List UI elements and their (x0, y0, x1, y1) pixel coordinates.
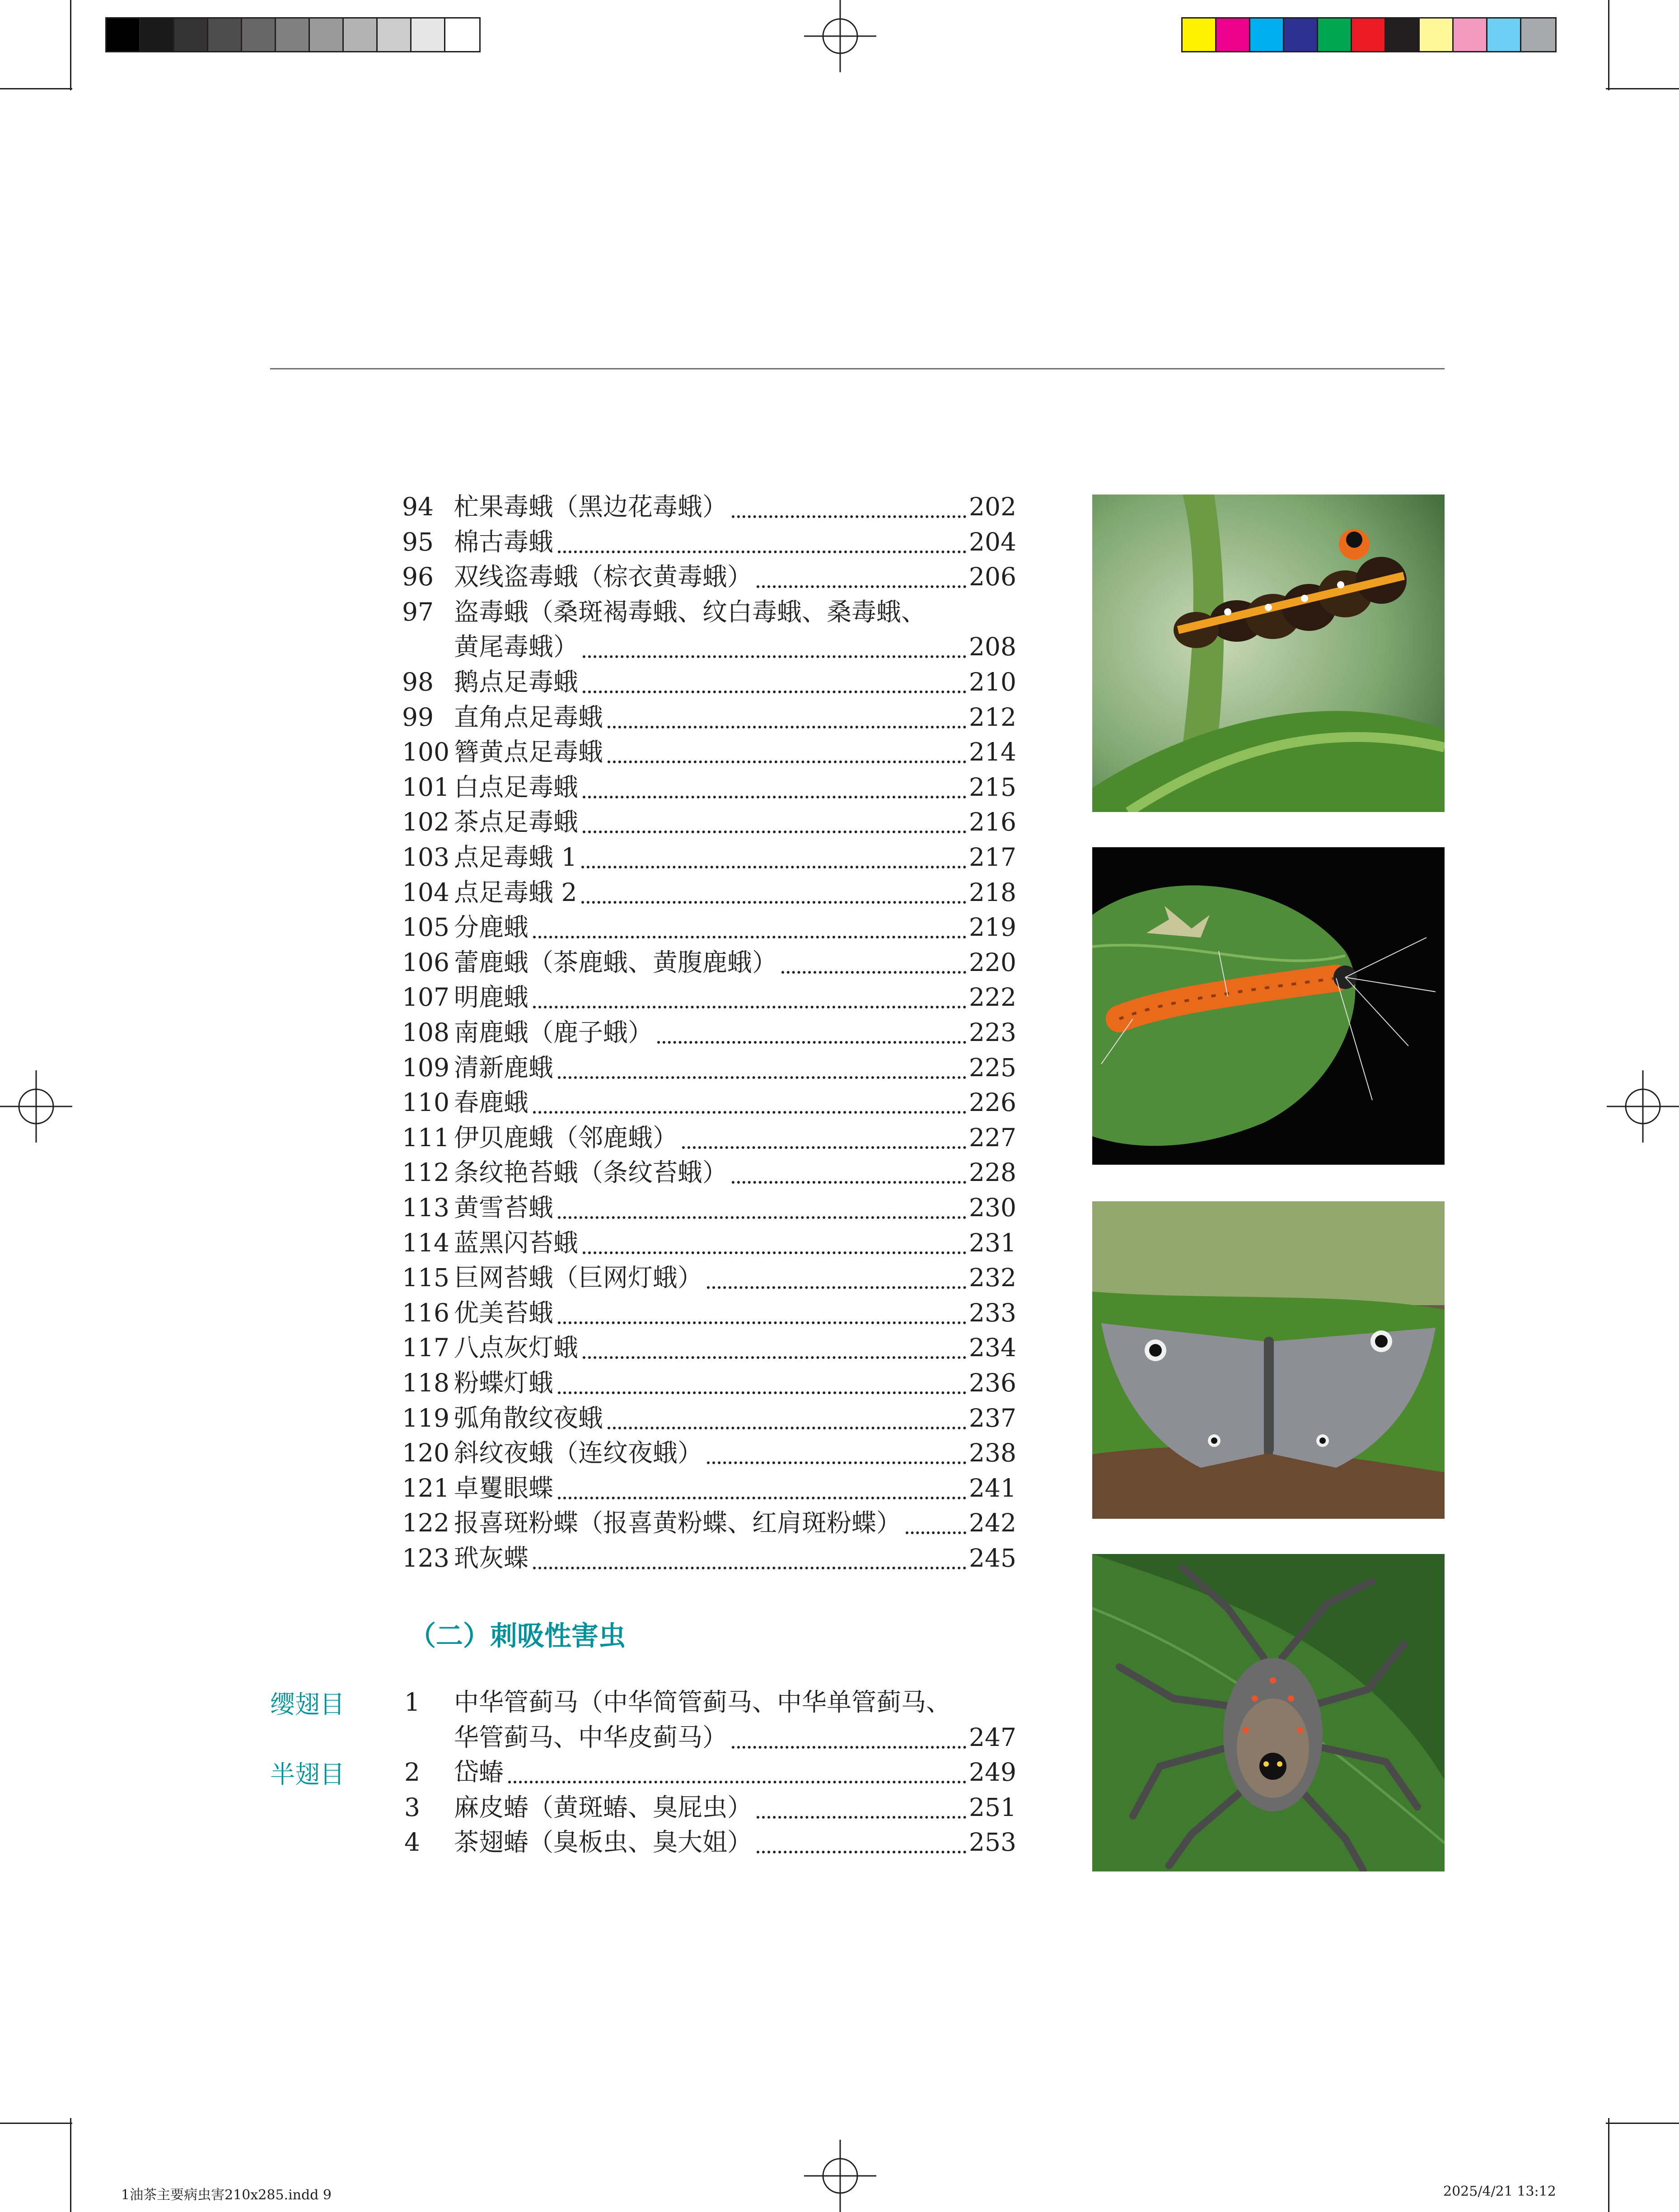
toc-entry-number: 119 (402, 1403, 449, 1433)
toc-entry-number: 102 (402, 807, 449, 837)
toc-leader-dots (583, 804, 966, 833)
toc-entry-title: 斜纹夜蛾（连纹夜蛾） (454, 1438, 703, 1468)
toc-leader-dots (732, 1720, 966, 1749)
toc-entry-title: 巨网苔蛾（巨网灯蛾） (454, 1263, 703, 1293)
color-swatch (1420, 19, 1454, 51)
toc-entry-page: 212 (969, 702, 1016, 732)
toc-leader-dots (657, 1015, 966, 1044)
toc-entry-page: 241 (969, 1473, 1016, 1503)
toc-entry-number: 4 (404, 1828, 420, 1857)
toc-entry-page: 204 (969, 527, 1016, 556)
toc-entry-number: 106 (402, 947, 449, 977)
toc-entry-number: 107 (402, 983, 449, 1012)
color-swatch (344, 19, 378, 51)
toc-entry[interactable] (0, 804, 1016, 840)
toc-entry-title: 白点足毒蛾 (454, 772, 579, 802)
toc-entry[interactable] (0, 559, 1016, 594)
toc-leader-dots (757, 1825, 966, 1853)
toc-leader-dots (558, 1295, 966, 1324)
toc-entry-number: 104 (402, 877, 449, 907)
toc-entry-page: 225 (969, 1053, 1016, 1082)
color-swatch (1487, 19, 1521, 51)
toc-entry-title: 鹅点足毒蛾 (454, 667, 579, 696)
registration-mark-icon (804, 2140, 876, 2212)
grey-calibration-strip (105, 17, 481, 52)
toc-entry-title: 直角点足毒蛾 (454, 702, 603, 732)
toc-entry[interactable] (0, 1120, 1016, 1155)
toc-leader-dots (583, 664, 966, 693)
color-swatch (1521, 19, 1555, 51)
toc-entry[interactable] (0, 489, 1016, 524)
toc-entry-page: 217 (969, 843, 1016, 872)
toc-entry-page: 216 (969, 807, 1016, 837)
stink-bug-nymph-photo (1092, 1554, 1445, 1871)
toc-entry-page: 223 (969, 1018, 1016, 1047)
toc-entry-number: 110 (402, 1088, 449, 1117)
toc-entry-page: 234 (969, 1333, 1016, 1363)
toc-leader-dots (533, 980, 966, 1008)
toc-entry[interactable] (0, 1015, 1016, 1050)
toc-entry-title: 双线盗毒蛾（棕衣黄毒蛾） (454, 562, 753, 592)
caterpillar-on-stem-photo (1092, 495, 1445, 812)
toc-entry-number: 117 (402, 1333, 449, 1363)
color-swatch (1386, 19, 1420, 51)
color-swatch (1318, 19, 1352, 51)
toc-entry[interactable] (0, 1505, 1016, 1540)
toc-entry-title: 点足毒蛾 1 (454, 843, 577, 872)
toc-leader-dots (682, 1120, 966, 1149)
toc-entry-page: 238 (969, 1438, 1016, 1468)
toc-entry-number: 115 (402, 1263, 449, 1293)
toc-entry-number: 122 (402, 1508, 449, 1538)
toc-leader-dots (608, 700, 966, 728)
toc-entry[interactable] (0, 594, 1016, 630)
toc-entry-number: 98 (402, 667, 434, 696)
toc-entry-number: 103 (402, 843, 449, 872)
toc-entry-title: 点足毒蛾 2 (454, 877, 577, 907)
toc-leader-dots (558, 1365, 966, 1394)
toc-entry-page: 237 (969, 1403, 1016, 1433)
toc-entry-title: 茶翅蝽（臭板虫、臭大姐） (454, 1828, 753, 1857)
toc-entry-number: 95 (402, 527, 434, 556)
toc-entry[interactable] (0, 1295, 1016, 1330)
toc-entry-title: 盗毒蛾（桑斑褐毒蛾、纹白毒蛾、桑毒蛾、 (454, 597, 926, 626)
toc-entry[interactable] (0, 910, 1016, 945)
color-swatch (1216, 19, 1250, 51)
toc-entry-number: 1 (404, 1688, 420, 1717)
toc-entry[interactable] (0, 945, 1016, 980)
orange-caterpillar-on-leaf-photo (1092, 847, 1445, 1165)
toc-leader-dots (608, 734, 966, 763)
toc-entry[interactable] (0, 664, 1016, 700)
footer-datetime: 2025/4/21 13:12 (1443, 2184, 1556, 2199)
toc-entry-page: 208 (969, 632, 1016, 662)
toc-entry[interactable] (0, 840, 1016, 875)
toc-entry[interactable] (0, 1755, 1016, 1790)
toc-leader-dots (757, 559, 966, 588)
toc-entry[interactable] (0, 524, 1016, 560)
toc-entry-number: 2 (404, 1758, 420, 1787)
toc-entry-number: 99 (402, 702, 434, 732)
toc-entry-title: 卓矍眼蝶 (454, 1473, 554, 1503)
toc-entry-page: 247 (969, 1722, 1016, 1752)
toc-entry-number: 108 (402, 1018, 449, 1047)
toc-entry-title: 簪黄点足毒蛾 (454, 737, 603, 767)
toc-entry-title: 茶点足毒蛾 (454, 807, 579, 837)
color-swatch (1183, 19, 1216, 51)
toc-leader-dots (583, 1330, 966, 1359)
toc-entry-title: 杧果毒蛾（黑边花毒蛾） (454, 492, 728, 521)
toc-entry-page: 220 (969, 947, 1016, 977)
toc-entry-number: 113 (402, 1193, 449, 1222)
order-label-hemiptera: 半翅目 (270, 1760, 345, 1789)
toc-entry-number: 109 (402, 1053, 449, 1082)
toc-entry-title: 华管蓟马、中华皮蓟马） (454, 1722, 728, 1752)
toc-entry-title: 报喜斑粉蝶（报喜黄粉蝶、红肩斑粉蝶） (454, 1508, 902, 1538)
color-swatch (378, 19, 412, 51)
toc-entry-page: 253 (969, 1828, 1016, 1857)
toc-entry-page: 219 (969, 913, 1016, 942)
toc-entry-title: 粉蝶灯蛾 (454, 1368, 554, 1397)
toc-entry[interactable] (0, 1470, 1016, 1506)
toc-entry-page: 230 (969, 1193, 1016, 1222)
toc-entry-page: 228 (969, 1158, 1016, 1187)
toc-entry-title: 分鹿蛾 (454, 913, 529, 942)
color-swatch (174, 19, 208, 51)
toc-leader-dots (583, 1225, 966, 1254)
section-title: （二）刺吸性害虫 (409, 1620, 626, 1652)
toc-entry-number: 112 (402, 1158, 449, 1187)
toc-entry-page: 206 (969, 562, 1016, 592)
toc-entry-title: 黄雪苔蛾 (454, 1193, 554, 1222)
toc-entry-page: 242 (969, 1508, 1016, 1538)
toc-entry[interactable] (0, 1685, 1016, 1720)
toc-leader-dots (558, 1190, 966, 1219)
toc-entry-number: 96 (402, 562, 434, 592)
toc-entry[interactable] (0, 1825, 1016, 1860)
toc-leader-dots (533, 910, 966, 938)
color-swatch (1284, 19, 1318, 51)
toc-entry-title: 南鹿蛾（鹿子蛾） (454, 1018, 653, 1047)
toc-entry-page: 215 (969, 772, 1016, 802)
toc-leader-dots (707, 1260, 966, 1289)
toc-entry[interactable] (0, 734, 1016, 770)
toc-entry-title: 玳灰蝶 (454, 1544, 529, 1573)
toc-entry-number: 97 (402, 597, 434, 626)
toc-entry[interactable] (0, 1050, 1016, 1085)
toc-entry-page: 202 (969, 492, 1016, 521)
toc-leader-dots (781, 945, 966, 974)
toc-entry-number: 120 (402, 1438, 449, 1468)
toc-entry-title: 条纹艳苔蛾（条纹苔蛾） (454, 1158, 728, 1187)
toc-entry-number: 105 (402, 913, 449, 942)
toc-entry-title: 麻皮蝽（黄斑蝽、臭屁虫） (454, 1792, 753, 1822)
toc-entry-number: 123 (402, 1544, 449, 1573)
grey-butterfly-on-leaf-photo (1092, 1201, 1445, 1519)
toc-leader-dots (732, 1155, 966, 1184)
toc-leader-dots (608, 1400, 966, 1429)
color-swatch (140, 19, 174, 51)
toc-entry[interactable] (0, 700, 1016, 735)
color-swatch (1454, 19, 1487, 51)
toc-entry[interactable] (0, 1190, 1016, 1225)
toc-entry-title: 棉古毒蛾 (454, 527, 554, 556)
toc-entry-page: 226 (969, 1088, 1016, 1117)
footer-file-name: 1油茶主要病虫害210x285.indd 9 (121, 2187, 332, 2203)
color-swatch (1250, 19, 1284, 51)
toc-entry-page: 222 (969, 983, 1016, 1012)
toc-entry-title: 中华管蓟马（中华简管蓟马、中华单管蓟马、 (454, 1688, 951, 1717)
toc-entry-page: 231 (969, 1228, 1016, 1257)
toc-entry[interactable] (0, 1155, 1016, 1190)
toc-leader-dots (707, 1435, 966, 1464)
toc-entry[interactable] (0, 1435, 1016, 1470)
toc-entry-title: 春鹿蛾 (454, 1088, 529, 1117)
color-swatch (445, 19, 479, 51)
toc-entry[interactable] (0, 1260, 1016, 1295)
toc-entry-page: 218 (969, 877, 1016, 907)
toc-entry-number: 114 (402, 1228, 449, 1257)
toc-entry-number: 94 (402, 492, 434, 521)
toc-leader-dots (508, 1755, 966, 1783)
color-swatch (1352, 19, 1386, 51)
order-label-thysanoptera: 缨翅目 (270, 1690, 345, 1719)
toc-leader-dots (533, 1540, 966, 1569)
toc-leader-dots (533, 1085, 966, 1114)
toc-entry[interactable] (0, 1790, 1016, 1825)
toc-entry-page: 214 (969, 737, 1016, 767)
toc-entry-number: 118 (402, 1368, 449, 1397)
toc-entry-title: 蕾鹿蛾（茶鹿蛾、黄腹鹿蛾） (454, 947, 777, 977)
header-rule (270, 368, 1445, 369)
toc-leader-dots (583, 629, 966, 658)
toc-entry-number: 101 (402, 772, 449, 802)
toc-entry-page: 210 (969, 667, 1016, 696)
color-swatch (276, 19, 310, 51)
toc-leader-dots (558, 524, 966, 553)
toc-leader-dots (581, 840, 966, 868)
toc-leader-dots (558, 1470, 966, 1499)
toc-entry[interactable] (0, 629, 1016, 664)
toc-entry[interactable] (0, 1540, 1016, 1576)
color-swatch (242, 19, 276, 51)
toc-entry-title: 清新鹿蛾 (454, 1053, 554, 1082)
toc-entry[interactable] (0, 1720, 1016, 1755)
toc-leader-dots (906, 1505, 966, 1534)
toc-entry[interactable] (0, 1330, 1016, 1365)
toc-entry-page: 251 (969, 1792, 1016, 1822)
toc-entry-title: 明鹿蛾 (454, 983, 529, 1012)
toc-entry-page: 232 (969, 1263, 1016, 1293)
toc-entry-number: 3 (404, 1792, 420, 1822)
registration-mark-icon (804, 0, 876, 72)
toc-entry-title: 伊贝鹿蛾（邻鹿蛾） (454, 1123, 678, 1152)
toc-entry[interactable] (0, 770, 1016, 805)
color-swatch (310, 19, 344, 51)
toc-entry-page: 233 (969, 1298, 1016, 1327)
toc-entry[interactable] (0, 1085, 1016, 1120)
toc-entry-page: 227 (969, 1123, 1016, 1152)
toc-entry-title: 岱蝽 (454, 1758, 504, 1787)
toc-leader-dots (581, 875, 966, 904)
toc-leader-dots (558, 1050, 966, 1079)
color-calibration-strip (1181, 17, 1557, 52)
toc-entry-number: 111 (402, 1123, 449, 1152)
toc-entry[interactable] (0, 1400, 1016, 1436)
toc-entry[interactable] (0, 875, 1016, 910)
toc-leader-dots (583, 770, 966, 798)
color-swatch (208, 19, 242, 51)
toc-entry-title: 弧角散纹夜蛾 (454, 1403, 603, 1433)
toc-entry-page: 236 (969, 1368, 1016, 1397)
toc-entry-page: 245 (969, 1544, 1016, 1573)
toc-leader-dots (732, 489, 966, 518)
toc-entry-number: 116 (402, 1298, 449, 1327)
toc-entry-title: 优美苔蛾 (454, 1298, 554, 1327)
toc-entry-page: 249 (969, 1758, 1016, 1787)
color-swatch (107, 19, 140, 51)
registration-mark-icon (1607, 1070, 1679, 1143)
toc-entry[interactable] (0, 1365, 1016, 1400)
toc-leader-dots (757, 1790, 966, 1819)
toc-entry[interactable] (0, 980, 1016, 1015)
color-swatch (412, 19, 445, 51)
toc-entry-number: 121 (402, 1473, 449, 1503)
toc-entry-title: 蓝黑闪苔蛾 (454, 1228, 579, 1257)
toc-entry[interactable] (0, 1225, 1016, 1260)
toc-entry-number: 100 (402, 737, 449, 767)
toc-entry-title: 黄尾毒蛾） (454, 632, 579, 662)
toc-entry-title: 八点灰灯蛾 (454, 1333, 579, 1363)
